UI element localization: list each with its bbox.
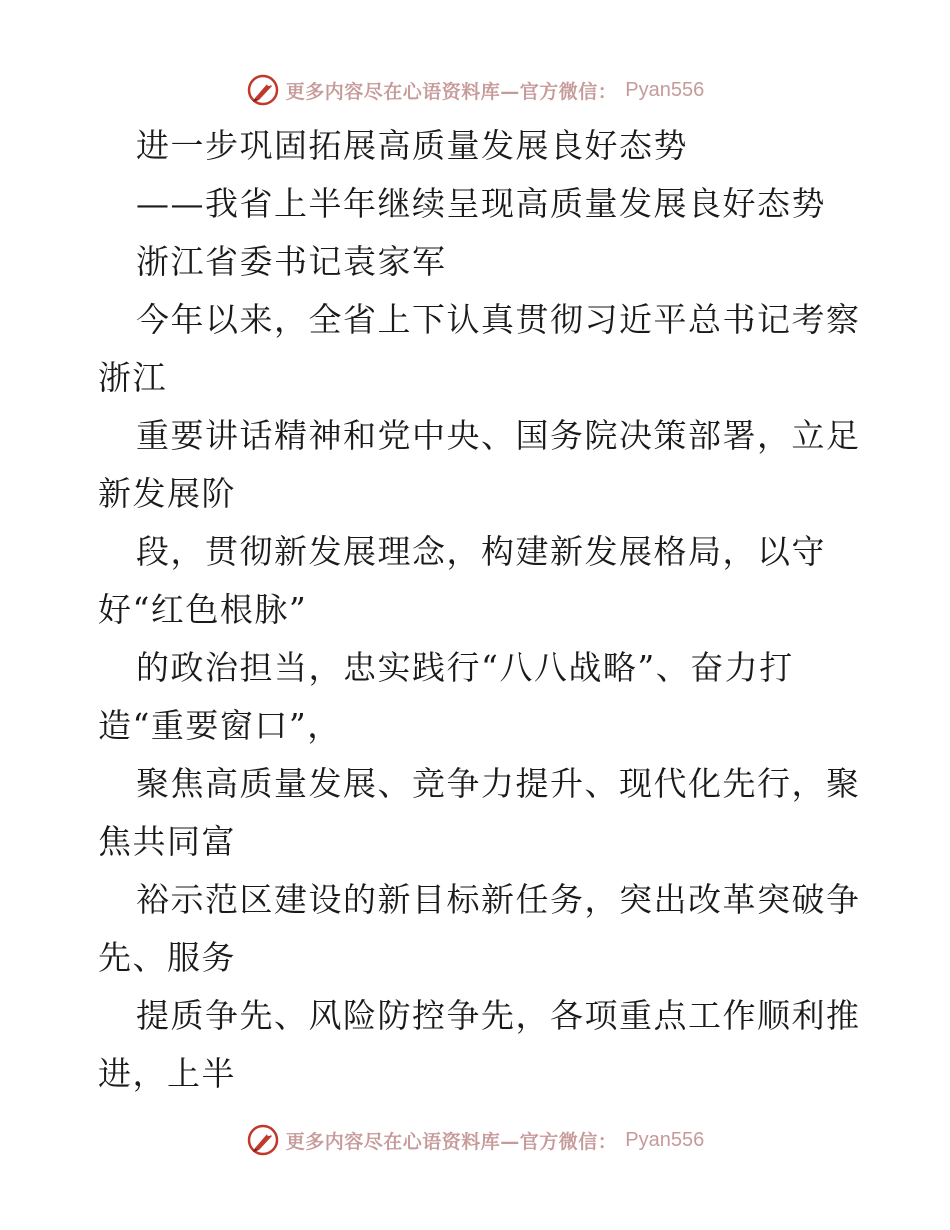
text-line: 浙江: [98, 358, 167, 397]
pen-logo-icon: [246, 73, 280, 107]
watermark-wechat-id: Pyan556: [625, 78, 705, 101]
pen-logo-icon: [246, 1123, 280, 1157]
text-line: 提质争先、风险防控争先，各项重点工作顺利推: [136, 996, 861, 1035]
text-line: 浙江省委书记袁家军: [136, 242, 447, 281]
watermark-group: [246, 1123, 704, 1157]
text-line: 造“重要窗口”，: [98, 706, 342, 745]
watermark-wechat-id: Pyan556: [625, 1128, 705, 1151]
text-line: 今年以来，全省上下认真贯彻习近平总书记考察: [136, 300, 861, 339]
text-line: 新发展阶: [98, 474, 236, 513]
watermark-banner-top: [0, 70, 950, 110]
text-line: 重要讲话精神和党中央、国务院决策部署，立足: [136, 416, 861, 455]
text-line: 好“红色根脉”: [98, 590, 308, 629]
text-line: 聚焦高质量发展、竞争力提升、现代化先行，聚: [136, 764, 861, 803]
text-line: 焦共同富: [98, 822, 236, 861]
text-line: 进，上半: [98, 1054, 236, 1093]
watermark-group: [246, 73, 704, 107]
text-line: 裕示范区建设的新目标新任务，突出改革突破争: [136, 880, 861, 919]
text-line: 进一步巩固拓展高质量发展良好态势: [136, 126, 688, 165]
text-line: ——我省上半年继续呈现高质量发展良好态势: [136, 184, 826, 223]
document-body: [98, 117, 861, 1103]
text-line: 先、服务: [98, 938, 236, 977]
text-line: 段，贯彻新发展理念，构建新发展格局，以守: [136, 532, 826, 571]
watermark-banner-bottom: [0, 1120, 950, 1160]
watermark-text: 更多内容尽在心语资料库—官方微信：: [285, 1130, 618, 1153]
text-line: 的政治担当，忠实践行“八八战略”、奋力打: [136, 648, 794, 687]
watermark-text: 更多内容尽在心语资料库—官方微信：: [285, 80, 618, 103]
